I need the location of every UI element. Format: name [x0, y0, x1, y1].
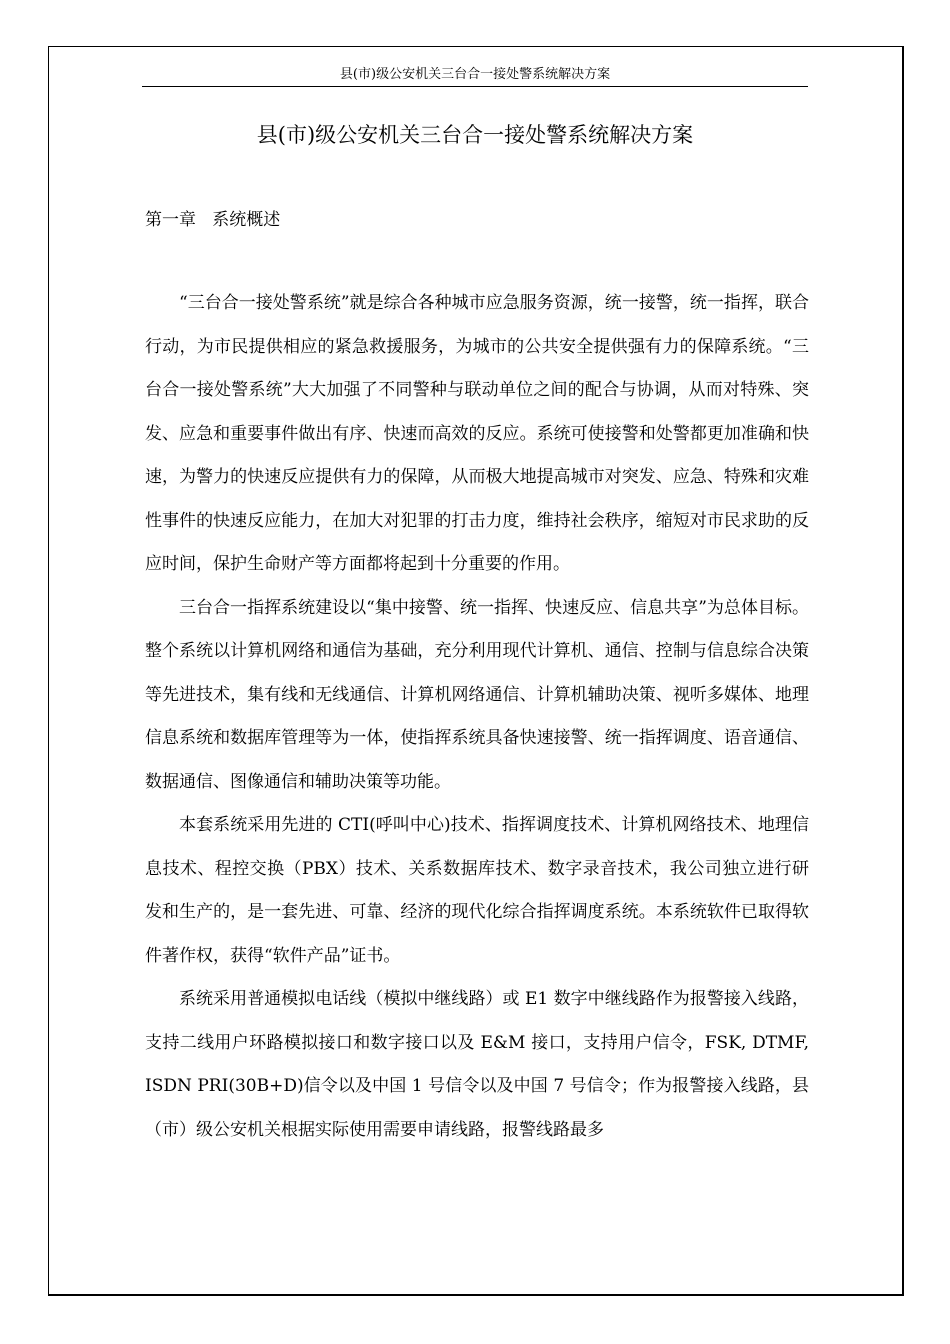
paragraph-4: 系统采用普通模拟电话线（模拟中继线路）或 E1 数字中继线路作为报警接入线路， 支持二线用户环路模拟接口和数字接口以及 E&M 接口，支持用户信令，FSK, DTMF, ISDN PRI(30B+D)信令以及中国 1 号信令以及中国 7 号信令；作为报警接入线路，县（市）级公安机关根据实际使用需要申请线路，报警线路最多	[145, 989, 809, 1140]
running-header: 县(市)级公安机关三台合一接处警系统解决方案	[142, 66, 808, 87]
paragraph-1: “三台合一接处警系统”就是综合各种城市应急服务资源，统一接警，统一指挥，联合行动，为市民提供相应的紧急救援服务，为城市的公共安全提供强有力的保障系统。“三台合一接处警系统”大大加强了不同警种与联动单位之间的配合与协调，从而对特殊、突发、应急和重要事件做出有序、快速而高效的反应。系统可使接警和处警都更加准确和快速，为警力的快速反应提供有力的保障，从而极大地提高城市对突发、应急、特殊和灾难性事件的快速反应能力，在加大对犯罪的打击力度，维持社会秩序，缩短对市民求助的反应时间，保护生命财产等方面都将起到十分重要的作用。	[145, 293, 809, 574]
body-text	[145, 282, 809, 1152]
paragraph-2: 三台合一指挥系统建设以“集中接警、统一指挥、快速反应、信息共享”为总体目标。整个系统以计算机网络和通信为基础，充分利用现代计算机、通信、控制与信息综合决策等先进技术，集有线和无线通信、计算机网络通信、计算机辅助决策、视听多媒体、地理信息系统和数据库管理等为一体，使指挥系统具备快速接警、统一指挥调度、语音通信、数据通信、图像通信和辅助决策等功能。	[145, 597, 809, 792]
paragraph-3: 本套系统采用先进的 CTI(呼叫中心)技术、指挥调度技术、计算机网络技术、地理信息技术、程控交换（PBX）技术、关系数据库技术、数字录音技术，我公司独立进行研发和生产的，是一套先进、可靠、经济的现代化综合指挥调度系统。本系统软件已取得软件著作权，获得“软件产品”证书。	[145, 815, 809, 966]
document-title: 县(市)级公安机关三台合一接处警系统解决方案	[256, 123, 694, 147]
chapter-heading: 第一章 系统概述	[145, 210, 281, 230]
